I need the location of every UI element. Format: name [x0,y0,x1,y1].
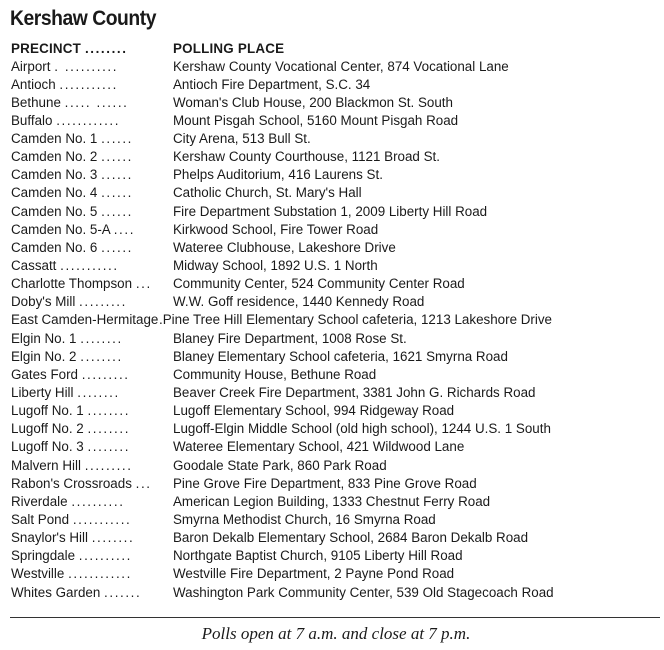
polling-place-cell: Kershaw County Vocational Center, 874 Vocational Lane [173,58,509,74]
leader-dots: ........ [87,421,131,437]
table-row [11,584,661,602]
leader-dots: ........ [91,530,135,546]
table-row [11,239,661,257]
precinct-name: Elgin No. 2 [11,348,77,364]
table-row [11,94,661,112]
table-row [11,58,661,76]
table-row [11,366,661,384]
precinct-cell [11,384,173,402]
table-row [11,166,661,184]
polling-place-cell: .Pine Tree Hill Elementary School cafeteria, 1213 Lakeshore Drive [159,312,552,328]
polling-place-cell: Mount Pisgah School, 5160 Mount Pisgah Road [173,112,459,128]
table-row [11,293,661,311]
table-row [11,221,661,239]
table-row [11,565,661,583]
table-row [11,420,661,438]
precinct-cell [11,221,173,239]
precinct-cell [11,493,173,511]
precinct-name: Camden No. 5-A [11,221,110,237]
leader-dots: ..... ...... [64,94,129,110]
polling-place-cell: Catholic Church, St. Mary's Hall [173,185,362,201]
precinct-cell [11,366,173,384]
leader-dots: ........ [77,385,120,401]
table-row [11,348,661,366]
polling-place-cell: Washington Park Community Center, 539 Old Stagecoach Road [173,584,554,600]
polling-place-header: POLLING PLACE [173,41,285,56]
precinct-name: Malvern Hill [11,457,81,473]
leader-dots: ............ [68,566,132,582]
precinct-cell [11,547,173,565]
precinct-cell [11,203,173,221]
polling-place-cell: Pine Grove Fire Department, 833 Pine Grove Road [173,475,477,491]
table-row [11,438,661,456]
precinct-cell [11,529,173,547]
precinct-name: East Camden-Hermitage [11,312,159,328]
table-row [11,148,661,166]
precinct-name: Buffalo [11,112,53,128]
polling-place-cell: W.W. Goff residence, 1440 Kennedy Road [173,294,425,310]
polling-place-cell: City Arena, 513 Bull St. [173,131,311,147]
leader-dots: ... [135,475,152,491]
precinct-name: Liberty Hill [11,385,74,401]
precinct-name: Salt Pond [11,512,70,528]
precinct-cell [11,565,173,583]
polling-place-cell: Blaney Elementary School cafeteria, 1621 Smyrna Road [173,348,508,364]
precinct-cell [11,420,173,438]
leader-dots: .......... [71,493,125,509]
leader-dots: .... [113,221,136,237]
table-row [11,511,661,529]
polling-place-cell: American Legion Building, 1333 Chestnut Ferry Road [173,493,491,509]
polling-place-cell: Antioch Fire Department, S.C. 34 [173,76,371,92]
table-row [11,130,661,148]
precinct-name: Antioch [11,76,56,92]
header-leader-dots: ........ [84,41,128,56]
precinct-cell [11,257,173,275]
precinct-cell [11,348,173,366]
table-row [11,384,661,402]
table-row [11,547,661,565]
leader-dots: ...... [101,185,134,201]
polling-place-cell: Kirkwood School, Fire Tower Road [173,221,379,237]
precinct-name: Gates Ford [11,366,78,382]
polling-place-cell: Wateree Elementary School, 421 Wildwood Lane [173,439,465,455]
precinct-cell [11,148,173,166]
precinct-cell [11,166,173,184]
leader-dots: ........ [80,348,123,364]
precinct-header-label: PRECINCT [11,41,82,56]
leader-dots: ....... [104,584,142,600]
precinct-name: Westville [11,566,65,582]
precinct-cell [11,76,173,94]
precinct-name: Riverdale [11,493,68,509]
leader-dots: ......... [81,366,130,382]
precinct-cell [11,94,173,112]
precinct-name: Lugoff No. 3 [11,439,84,455]
precinct-cell [11,184,173,202]
leader-dots: ........... [59,76,118,92]
precinct-cell [11,239,173,257]
precinct-name: Bethune [11,94,61,110]
polling-place-cell: Fire Department Substation 1, 2009 Liberty Hill Road [173,203,488,219]
table-row [11,257,661,275]
precinct-name: Camden No. 1 [11,131,98,147]
precinct-name: Elgin No. 1 [11,330,77,346]
polling-place-cell: Wateree Clubhouse, Lakeshore Drive [173,239,396,255]
precinct-cell [11,457,173,475]
precinct-cell [11,475,173,493]
table-row [11,203,661,221]
table-row [11,112,661,130]
polling-place-cell: Goodale State Park, 860 Park Road [173,457,387,473]
polling-place-cell: Lugoff-Elgin Middle School (old high school), 1244 U.S. 1 South [173,421,551,437]
precinct-rows [11,58,661,602]
precinct-cell [11,330,173,348]
leader-dots: .......... [78,548,132,564]
table-row [11,330,661,348]
leader-dots: ......... [84,457,133,473]
precinct-table [11,40,661,602]
polling-place-cell: Beaver Creek Fire Department, 3381 John G. Richards Road [173,385,536,401]
table-row [11,529,661,547]
table-row [11,475,661,493]
precinct-header [11,40,173,58]
leader-dots: ...... [101,239,134,255]
precinct-cell [11,584,173,602]
polling-place-cell: Northgate Baptist Church, 9105 Liberty Hill Road [173,548,463,564]
precinct-cell [11,402,173,420]
precinct-cell [11,130,173,148]
precinct-name: Camden No. 4 [11,185,98,201]
precinct-cell [11,112,173,130]
leader-dots: ........ [87,403,131,419]
polling-place-cell: Woman's Club House, 200 Blackmon St. South [173,94,453,110]
precinct-name: Springdale [11,548,76,564]
leader-dots: ... [135,276,152,292]
table-row [11,311,661,329]
precinct-name: Doby's Mill [11,294,76,310]
leader-dots: ...... [101,203,134,219]
leader-dots: ......... [79,294,127,310]
table-row [11,76,661,94]
leader-dots: ...... [101,131,134,147]
leader-dots: ...... [101,167,134,183]
precinct-cell [11,58,173,76]
polling-place-cell: Phelps Auditorium, 416 Laurens St. [173,167,383,183]
precinct-name: Airport [11,58,51,74]
leader-dots: ........... [72,512,132,528]
table-header [11,40,661,58]
leader-dots: . .......... [54,58,119,74]
polling-place-cell: Midway School, 1892 U.S. 1 North [173,258,378,274]
polling-place-cell: Westville Fire Department, 2 Payne Pond Road [173,566,455,582]
polling-place-cell: Smyrna Methodist Church, 16 Smyrna Road [173,512,436,528]
polling-place-cell: Blaney Fire Department, 1008 Rose St. [173,330,407,346]
precinct-cell [11,293,173,311]
leader-dots: ........ [80,330,123,346]
polls-hours-note: Polls open at 7 a.m. and close at 7 p.m. [201,624,471,643]
precinct-cell [11,311,173,329]
precinct-name: Rabon's Crossroads [11,475,132,491]
polling-place-cell: Kershaw County Courthouse, 1121 Broad St. [173,149,440,165]
table-row [11,457,661,475]
precinct-name: Cassatt [11,258,57,274]
precinct-name: Lugoff No. 2 [11,421,84,437]
precinct-name: Whites Garden [11,584,101,600]
table-row [11,275,661,293]
precinct-cell [11,511,173,529]
precinct-name: Lugoff No. 1 [11,403,84,419]
county-title: Kershaw County [10,7,157,30]
footer-divider [10,617,660,618]
precinct-cell [11,275,173,293]
polling-place-cell: Baron Dekalb Elementary School, 2684 Baron Dekalb Road [173,530,529,546]
polling-place-cell: Lugoff Elementary School, 994 Ridgeway Road [173,403,455,419]
precinct-name: Camden No. 5 [11,203,98,219]
table-row [11,184,661,202]
precinct-cell [11,438,173,456]
leader-dots: ...... [101,149,134,165]
table-row [11,402,661,420]
precinct-name: Camden No. 3 [11,167,98,183]
precinct-name: Charlotte Thompson [11,276,133,292]
leader-dots: ............ [56,112,121,128]
precinct-name: Snaylor's Hill [11,530,88,546]
leader-dots: ........ [87,439,131,455]
polling-place-cell: Community House, Bethune Road [173,366,377,382]
precinct-name: Camden No. 6 [11,239,98,255]
leader-dots: ........... [60,258,119,274]
table-row [11,493,661,511]
polling-place-cell: Community Center, 524 Community Center Road [173,276,465,292]
precinct-name: Camden No. 2 [11,149,98,165]
